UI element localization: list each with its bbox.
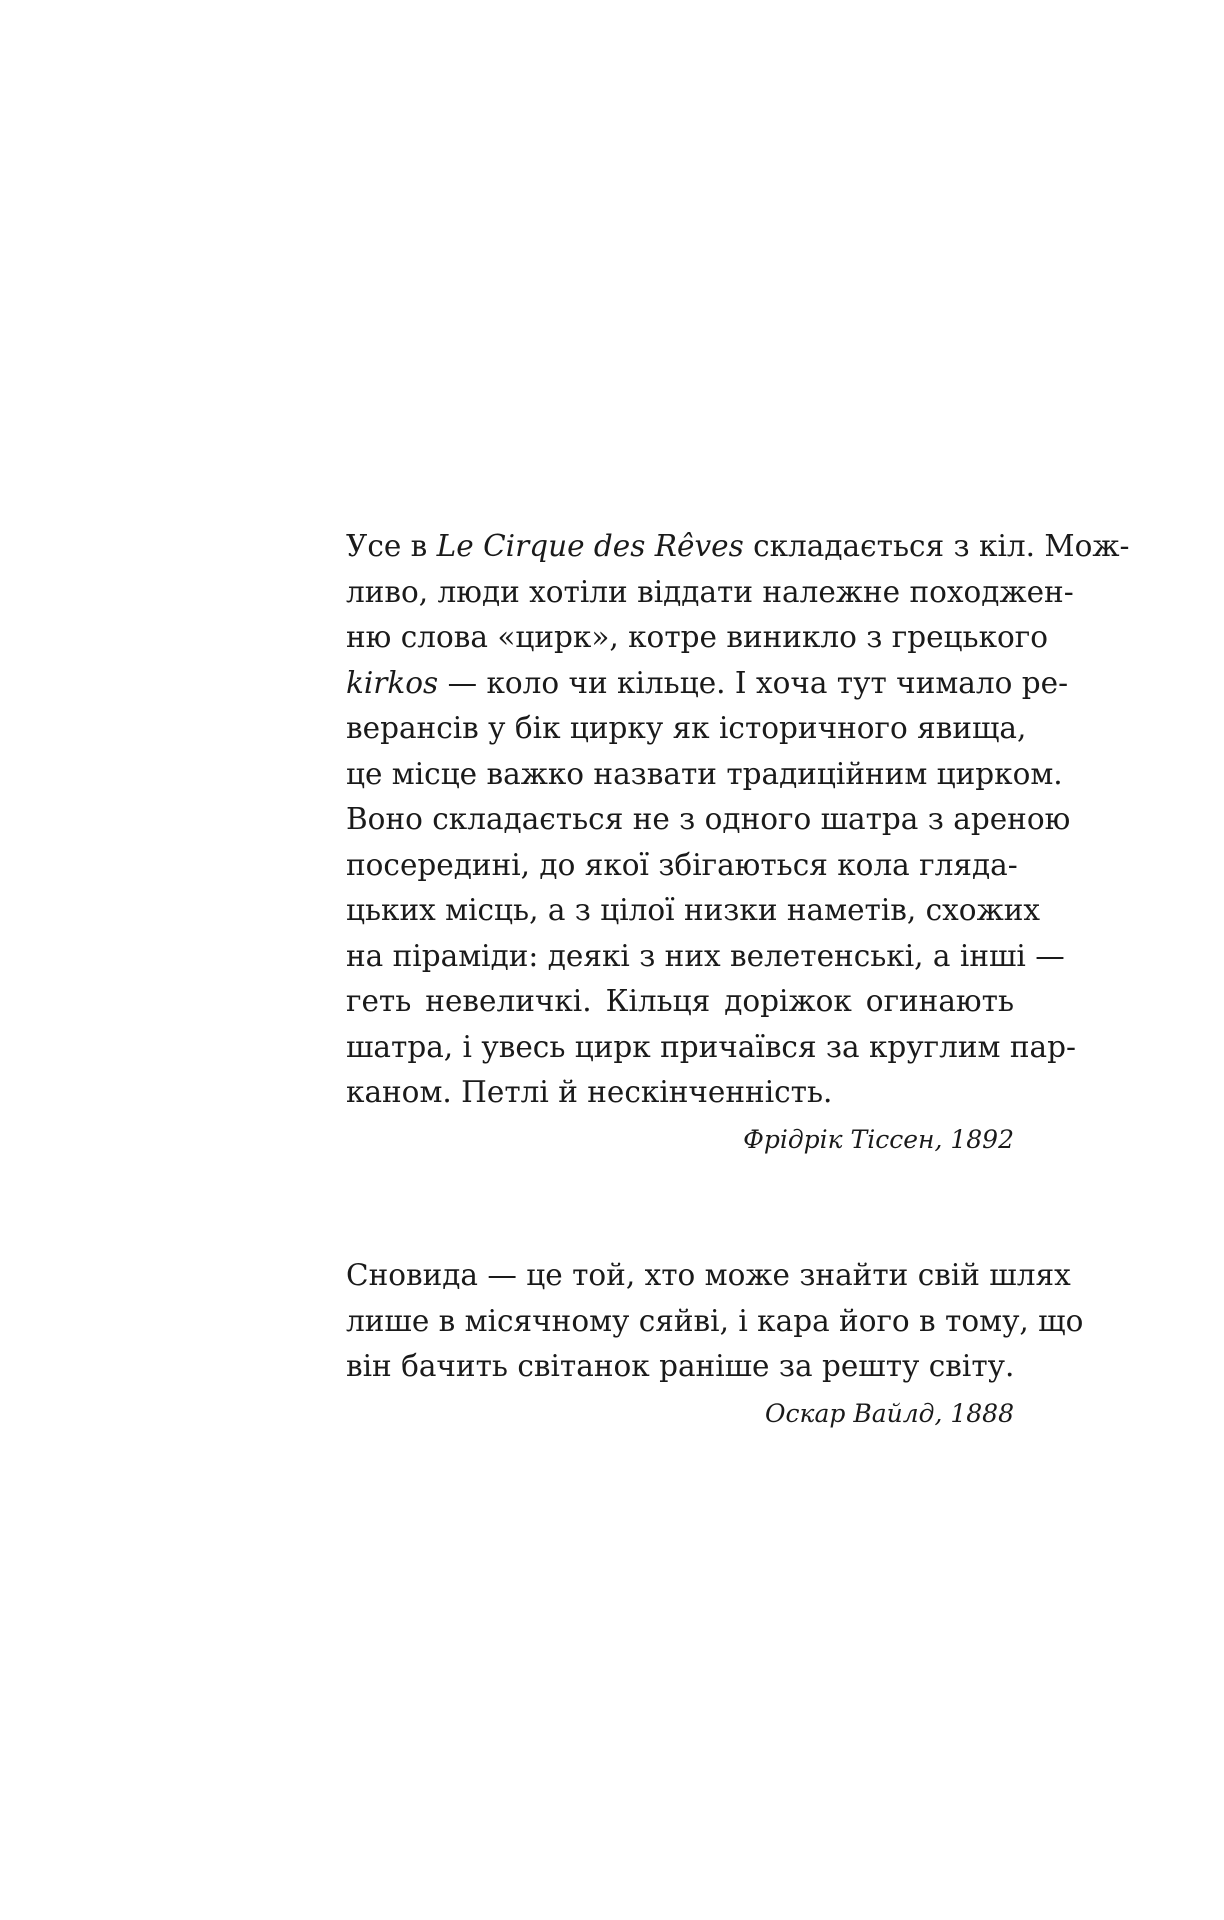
- italic-title: Le Cirque des Rêves: [436, 529, 744, 563]
- epigraph-circus: [346, 524, 1130, 1158]
- epigraph-attribution: Фрідрік Тіссен, 1892: [743, 1124, 1014, 1154]
- epigraph-line: геть невеличкі. Кільця доріжок огинають: [346, 984, 1014, 1018]
- epigraph-line: шатра, і увесь цирк причаївся за круглим пар-: [346, 1029, 1076, 1064]
- epigraph-line: лише в місячному сяйві, і кара його в тому, що: [346, 1303, 1084, 1338]
- epigraph-line: це місце важко назвати традиційним цирком.: [346, 756, 1063, 791]
- epigraph-line: посередині, до якої збігаються кола гляда-: [346, 847, 1018, 882]
- epigraph-line: цьких місць, а з цілої низки наметів, схожих: [346, 893, 1040, 927]
- epigraph-line: він бачить світанок раніше за решту світу.: [346, 1349, 1015, 1383]
- epigraph-line: Воно складається не з одного шатра з ареною: [346, 802, 1071, 836]
- epigraph-line: на піраміди: деякі з них велетенські, а інші —: [346, 938, 1065, 973]
- epigraph-attribution: Оскар Вайлд, 1888: [765, 1398, 1014, 1428]
- epigraph-line: kirkos — коло чи кільце. І хоча тут чимало ре-: [346, 665, 1069, 700]
- epigraph-line: ню слова «цирк», котре виникло з грецького: [346, 620, 1048, 654]
- epigraph-line: Усе в Le Cirque des Rêves складається з кіл. Мож-: [346, 529, 1130, 563]
- epigraph-line: каном. Петлі й нескінченність.: [346, 1075, 833, 1109]
- epigraph-line: Сновида — це той, хто може знайти свій шлях: [346, 1258, 1071, 1292]
- epigraph-line: ливо, люди хотіли віддати належне походжен-: [346, 574, 1074, 609]
- epigraph-line: верансів у бік цирку як історичного явища,: [346, 711, 1027, 745]
- epigraph-sleepwalker: [346, 1253, 1084, 1432]
- italic-word: kirkos: [346, 665, 439, 700]
